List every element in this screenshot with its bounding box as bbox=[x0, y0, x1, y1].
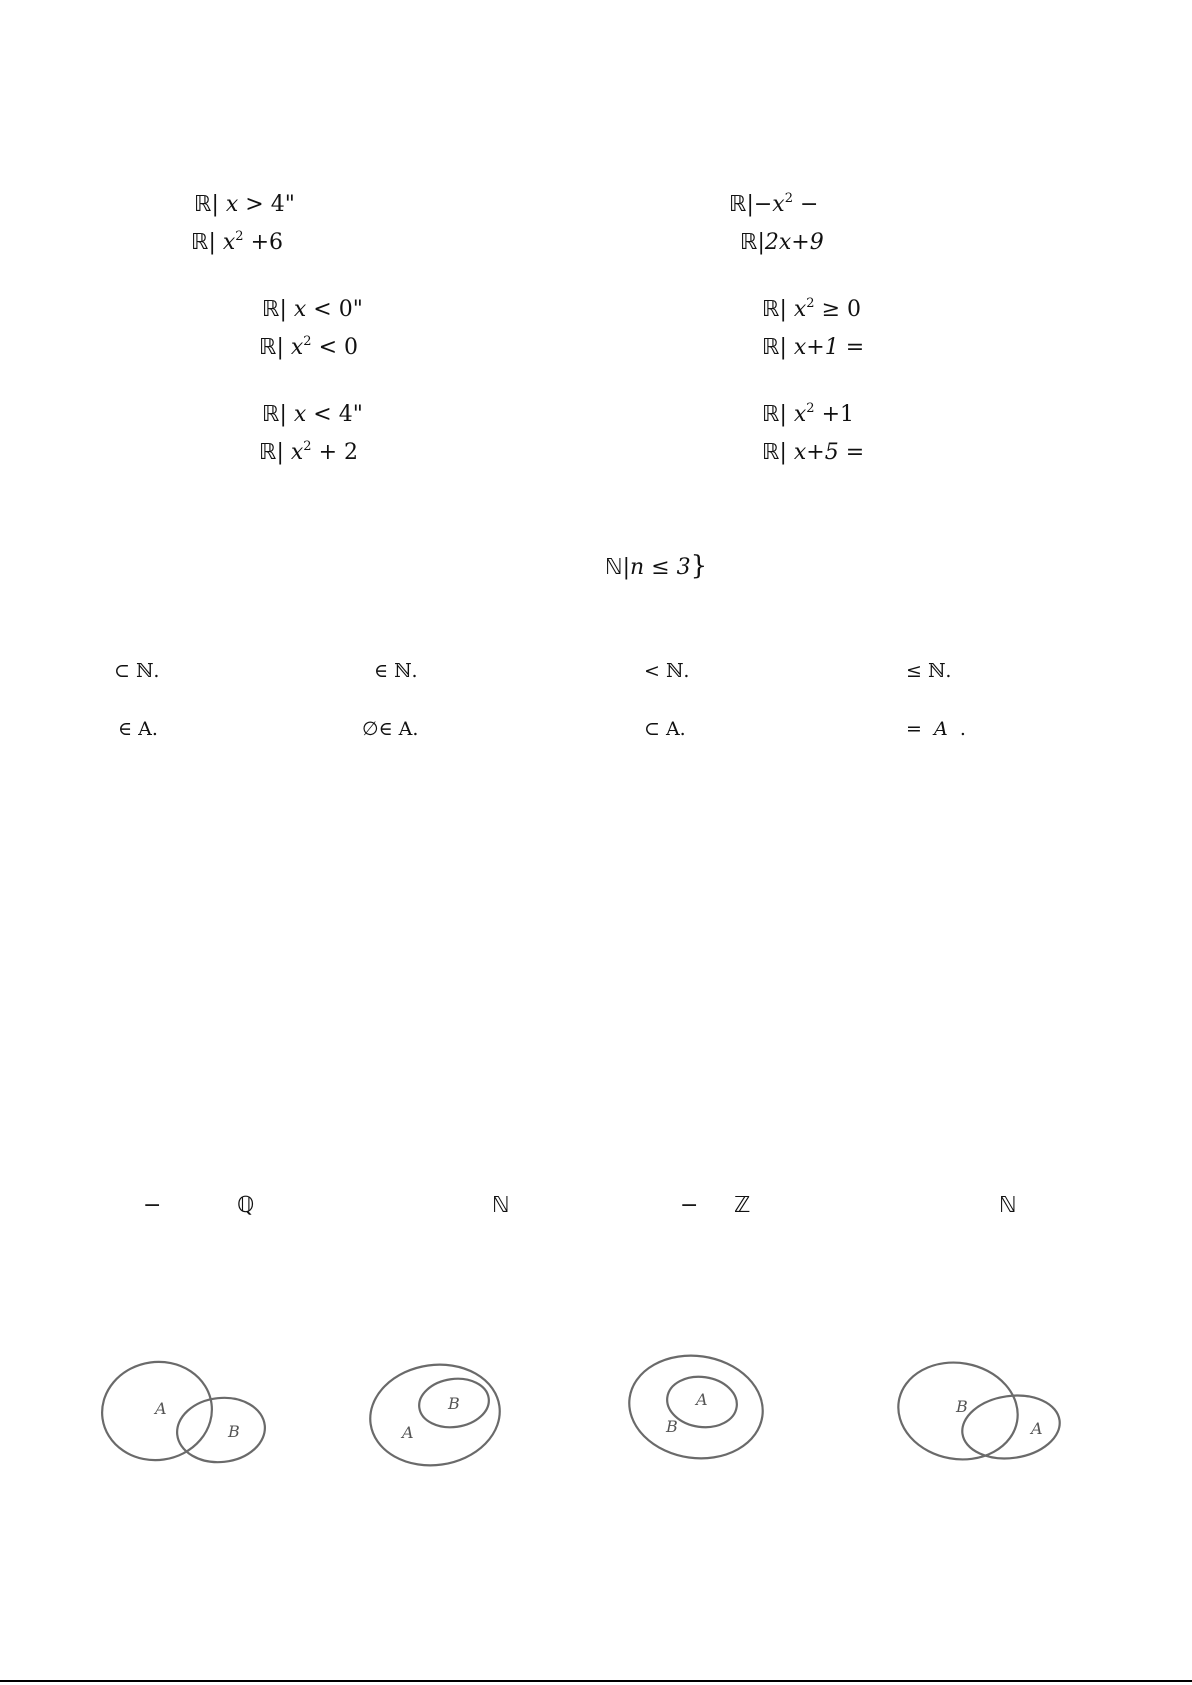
set-def-left-2-row2: ℝ| $x^2 < 0$ bbox=[259, 334, 358, 360]
number-set-z: ℤ bbox=[734, 1193, 751, 1218]
number-set-minus-1: − bbox=[143, 1193, 162, 1218]
venn-2-label-b: B bbox=[448, 1394, 460, 1413]
option-relation-a-2: ∅∈ A. bbox=[362, 718, 419, 740]
set-def-right-2-row1: ℝ| $x^2 \ge 0$ bbox=[762, 296, 861, 322]
number-set-minus-2: − bbox=[680, 1193, 699, 1218]
venn-4-label-a: A bbox=[1031, 1419, 1043, 1438]
venn-1-label-b: B bbox=[228, 1422, 240, 1441]
page-bottom-rule bbox=[0, 1680, 1192, 1682]
set-def-right-2-row2: ℝ| x+1 = bbox=[762, 335, 865, 360]
number-set-n-1: ℕ bbox=[492, 1193, 510, 1218]
option-relation-n-2: ∈ ℕ. bbox=[374, 660, 418, 682]
set-def-left-3-row2: ℝ| $x^2 + 2$ bbox=[259, 439, 358, 465]
set-a-definition: ℕ|n ≤ 3} bbox=[605, 551, 708, 581]
set-def-left-1-row1: ℝ| x > 4" bbox=[194, 192, 295, 217]
venn-diagram-2 bbox=[365, 1360, 515, 1475]
option-relation-a-1: ∈ A. bbox=[118, 718, 158, 740]
set-def-left-3-row1: ℝ| x < 4" bbox=[262, 402, 363, 427]
venn-1-circle-b bbox=[174, 1394, 268, 1467]
venn-diagram-1 bbox=[95, 1355, 275, 1475]
option-relation-n-4: ≤ ℕ. bbox=[906, 660, 952, 682]
option-relation-a-3: ⊂ A. bbox=[644, 718, 686, 740]
venn-2-label-a: A bbox=[402, 1423, 414, 1442]
venn-3-label-a: A bbox=[696, 1390, 708, 1409]
set-def-right-1-row2: ℝ|2x+9 bbox=[740, 230, 824, 255]
venn-diagram-4 bbox=[896, 1358, 1076, 1478]
option-relation-n-1: ⊂ ℕ. bbox=[114, 660, 160, 682]
set-def-right-3-row2: ℝ| x+5 = bbox=[762, 440, 865, 465]
venn-4-circle-a bbox=[958, 1389, 1064, 1464]
option-relation-a-4: = A . bbox=[906, 718, 966, 740]
set-def-right-1-row1: $ℝ|-x^2$ − bbox=[729, 191, 819, 217]
set-def-right-3-row1: ℝ| $x^2 +1$ bbox=[762, 401, 854, 427]
venn-3-label-b: B bbox=[666, 1417, 678, 1436]
number-set-n-2: ℕ bbox=[999, 1193, 1017, 1218]
venn-diagram-3 bbox=[626, 1350, 776, 1470]
venn-2-circle-a bbox=[365, 1360, 506, 1474]
option-relation-n-3: < ℕ. bbox=[644, 660, 690, 682]
venn-4-label-b: B bbox=[956, 1397, 968, 1416]
set-def-left-2-row1: ℝ| x < 0" bbox=[262, 297, 363, 322]
venn-1-label-a: A bbox=[155, 1399, 167, 1418]
set-def-left-1-row2: ℝ| $x^2 +6$ bbox=[191, 229, 283, 255]
number-set-q: ℚ bbox=[237, 1193, 255, 1218]
